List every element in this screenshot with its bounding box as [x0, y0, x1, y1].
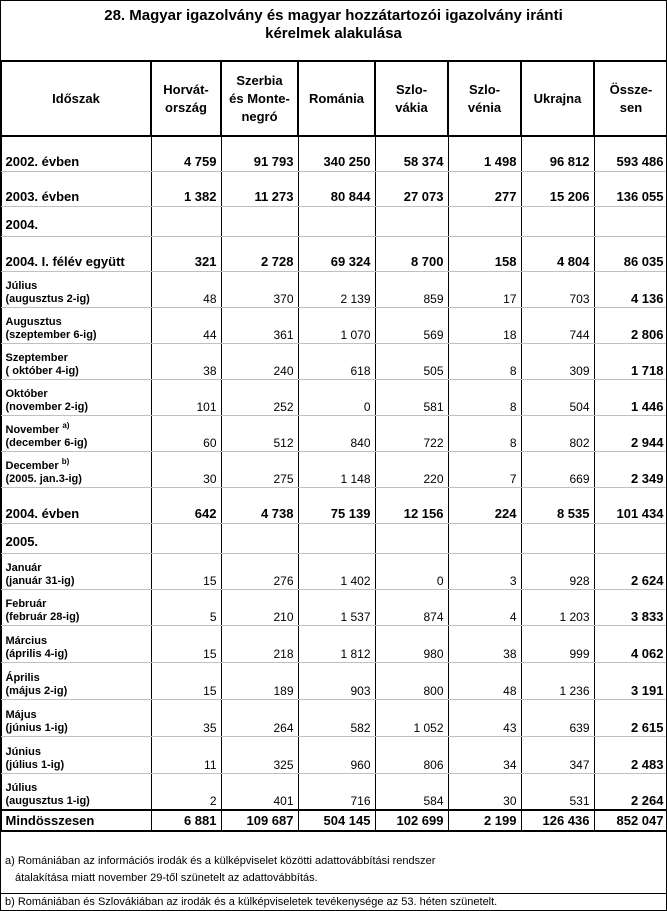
table-cell: 309 — [521, 343, 594, 379]
table-cell — [521, 206, 594, 236]
data-table — [0, 60, 667, 832]
table-cell: 1 498 — [448, 136, 521, 171]
table-cell: 60 — [151, 415, 221, 451]
row-label — [1, 136, 151, 171]
table-cell: 69 324 — [298, 236, 375, 271]
table-cell: 38 — [448, 625, 521, 662]
table-cell: 91 793 — [221, 136, 298, 171]
table-cell: 874 — [375, 589, 448, 625]
table-cell: 347 — [521, 736, 594, 773]
table-cell: 4 759 — [151, 136, 221, 171]
row-sublabel: (december 6-ig) — [5, 436, 88, 449]
row-label — [1, 487, 151, 523]
table-cell: 0 — [375, 553, 448, 589]
title-line-2: kérelmek alakulása — [265, 25, 402, 42]
table-cell: 11 — [151, 736, 221, 773]
table-cell: 6 881 — [151, 810, 221, 831]
table-cell: 999 — [521, 625, 594, 662]
table-row — [1, 487, 667, 523]
table-cell: 101 434 — [594, 487, 667, 523]
row-label-text: Február — [5, 597, 47, 610]
table-cell: 109 687 — [221, 810, 298, 831]
row-label-text: 2004. évben — [5, 505, 80, 521]
row-label — [1, 810, 151, 831]
row-sublabel: (augusztus 2-ig) — [5, 292, 90, 305]
table-cell: 1 402 — [298, 553, 375, 589]
table-cell: 806 — [375, 736, 448, 773]
table-cell: 27 073 — [375, 171, 448, 206]
row-sublabel: (április 4-ig) — [5, 647, 68, 660]
table-cell: 593 486 — [594, 136, 667, 171]
row-label — [1, 662, 151, 699]
col-header-serbia: Szerbia és Monte- negró — [221, 61, 298, 136]
table-cell: 512 — [221, 415, 298, 451]
table-cell: 218 — [221, 625, 298, 662]
table-row — [1, 523, 667, 553]
row-label-text: Szeptember — [5, 351, 68, 364]
table-cell: 15 — [151, 625, 221, 662]
table-row — [1, 699, 667, 736]
table-row — [1, 171, 667, 206]
row-label-text: Mindösszesen — [5, 813, 95, 828]
row-label — [1, 625, 151, 662]
table-cell: 4 — [448, 589, 521, 625]
table-cell: 276 — [221, 553, 298, 589]
table-cell: 618 — [298, 343, 375, 379]
row-label-text: Július — [5, 782, 38, 794]
footnote-a-line2: átalakítása miatt november 29-től szünetelt az adattovábbítás. — [15, 872, 318, 884]
table-cell: 980 — [375, 625, 448, 662]
table-cell: 582 — [298, 699, 375, 736]
row-sublabel: (június 1-ig) — [5, 721, 68, 734]
row-sublabel: (január 31-ig) — [5, 574, 75, 587]
table-cell — [221, 206, 298, 236]
row-label-text: Július — [5, 279, 38, 292]
table-cell: 928 — [521, 553, 594, 589]
table-cell: 58 374 — [375, 136, 448, 171]
col-header-slovakia: Szlo- vákia — [375, 61, 448, 136]
table-cell: 744 — [521, 307, 594, 343]
table-cell: 581 — [375, 379, 448, 415]
col-header-slovenia: Szlo- vénia — [448, 61, 521, 136]
table-cell: 1 446 — [594, 379, 667, 415]
table-row — [1, 625, 667, 662]
table-row — [1, 307, 667, 343]
table-cell: 48 — [151, 271, 221, 307]
row-label-text: 2004. I. félév együtt — [5, 253, 125, 269]
table-cell: 321 — [151, 236, 221, 271]
table-cell: 277 — [448, 171, 521, 206]
row-sublabel: (augusztus 1-ig) — [5, 795, 90, 807]
table-title — [0, 0, 667, 43]
row-label-text: November — [5, 423, 60, 436]
row-sublabel: (november 2-ig) — [5, 400, 89, 413]
table-cell: 2 264 — [594, 773, 667, 810]
table-cell: 101 — [151, 379, 221, 415]
row-label — [1, 451, 151, 487]
row-label — [1, 523, 151, 553]
table-cell: 722 — [375, 415, 448, 451]
row-label-text: 2002. évben — [5, 153, 80, 169]
table-cell: 642 — [151, 487, 221, 523]
table-row — [1, 415, 667, 451]
row-label — [1, 236, 151, 271]
table-cell: 4 738 — [221, 487, 298, 523]
table-cell — [448, 523, 521, 553]
table-cell: 15 — [151, 662, 221, 699]
table-cell: 96 812 — [521, 136, 594, 171]
table-cell — [448, 206, 521, 236]
col-header-total: Össze- sen — [594, 61, 667, 136]
table-cell: 1 537 — [298, 589, 375, 625]
table-cell: 275 — [221, 451, 298, 487]
footnote-a-line1: a) Romániában az információs irodák és a külképviselet közötti adattovábbítási rendszer — [5, 855, 436, 867]
table-cell: 102 699 — [375, 810, 448, 831]
table-cell: 340 250 — [298, 136, 375, 171]
header-row — [1, 61, 667, 136]
title-line-1: 28. Magyar igazolvány és magyar hozzátartozói igazolvány iránti — [104, 7, 563, 24]
table-row — [1, 553, 667, 589]
table-cell: 800 — [375, 662, 448, 699]
table-cell: 3 833 — [594, 589, 667, 625]
row-sublabel: (szeptember 6-ig) — [5, 328, 97, 341]
table-cell: 8 700 — [375, 236, 448, 271]
table-cell: 17 — [448, 271, 521, 307]
table-row — [1, 136, 667, 171]
row-label-text: Október — [5, 387, 48, 400]
table-cell: 1 070 — [298, 307, 375, 343]
table-cell: 1 203 — [521, 589, 594, 625]
table-cell: 264 — [221, 699, 298, 736]
row-sublabel: ( október 4-ig) — [5, 364, 79, 377]
row-label-text: Június — [5, 745, 41, 758]
table-cell: 1 718 — [594, 343, 667, 379]
table-cell: 361 — [221, 307, 298, 343]
table-cell: 4 136 — [594, 271, 667, 307]
row-label — [1, 415, 151, 451]
table-cell: 802 — [521, 415, 594, 451]
row-label-text: Augusztus — [5, 315, 62, 328]
table-cell: 15 — [151, 553, 221, 589]
table-cell: 1 148 — [298, 451, 375, 487]
table-cell: 2 728 — [221, 236, 298, 271]
table-cell: 8 — [448, 379, 521, 415]
table-cell: 7 — [448, 451, 521, 487]
table-cell: 903 — [298, 662, 375, 699]
table-cell: 3 — [448, 553, 521, 589]
row-label — [1, 171, 151, 206]
table-cell: 35 — [151, 699, 221, 736]
row-label-text: 2003. évben — [5, 188, 80, 204]
row-label — [1, 206, 151, 236]
table-row — [1, 451, 667, 487]
table-cell — [151, 523, 221, 553]
table-cell: 11 273 — [221, 171, 298, 206]
table-row — [1, 662, 667, 699]
row-sublabel: (július 1-ig) — [5, 758, 65, 771]
row-label-text: Január — [5, 561, 42, 574]
table-cell: 86 035 — [594, 236, 667, 271]
table-cell: 504 — [521, 379, 594, 415]
table-cell — [594, 206, 667, 236]
table-cell: 1 236 — [521, 662, 594, 699]
table-cell: 252 — [221, 379, 298, 415]
table-cell: 75 139 — [298, 487, 375, 523]
table-cell — [521, 523, 594, 553]
footnote-b: b) Romániában és Szlovákiában az irodák és a külképviseletek tevékenysége az 53. héten szünetelt. — [0, 893, 666, 911]
table-row — [1, 206, 667, 236]
table-cell: 1 052 — [375, 699, 448, 736]
table-cell: 1 812 — [298, 625, 375, 662]
table-cell: 2 — [151, 773, 221, 810]
footnote-a — [0, 853, 666, 887]
col-header-croatia: Horvát- ország — [151, 61, 221, 136]
row-sublabel: (2005. jan.3-ig) — [5, 472, 82, 485]
table-cell: 852 047 — [594, 810, 667, 831]
table-cell: 8 — [448, 343, 521, 379]
row-label-text: 2005. — [5, 533, 39, 549]
table-cell: 30 — [151, 451, 221, 487]
table-cell: 960 — [298, 736, 375, 773]
table-cell — [375, 523, 448, 553]
table-cell: 716 — [298, 773, 375, 810]
table-cell: 639 — [521, 699, 594, 736]
row-label — [1, 699, 151, 736]
table-cell: 0 — [298, 379, 375, 415]
row-sublabel: (május 2-ig) — [5, 684, 68, 697]
row-label — [1, 736, 151, 773]
row-label — [1, 773, 151, 810]
table-cell: 3 191 — [594, 662, 667, 699]
table-cell: 48 — [448, 662, 521, 699]
table-cell: 8 535 — [521, 487, 594, 523]
table-cell: 2 615 — [594, 699, 667, 736]
row-sublabel: (február 28-ig) — [5, 610, 80, 623]
table-cell: 669 — [521, 451, 594, 487]
table-cell: 2 483 — [594, 736, 667, 773]
table-cell: 859 — [375, 271, 448, 307]
table-cell: 220 — [375, 451, 448, 487]
table-cell: 158 — [448, 236, 521, 271]
row-label — [1, 379, 151, 415]
table-cell: 325 — [221, 736, 298, 773]
row-label — [1, 553, 151, 589]
table-cell: 505 — [375, 343, 448, 379]
table-cell: 240 — [221, 343, 298, 379]
table-cell: 18 — [448, 307, 521, 343]
table-cell: 2 139 — [298, 271, 375, 307]
table-row — [1, 236, 667, 271]
table-body — [1, 136, 667, 831]
table-cell: 12 156 — [375, 487, 448, 523]
row-label — [1, 343, 151, 379]
row-label-text: December — [5, 459, 59, 472]
table-cell: 44 — [151, 307, 221, 343]
table-row — [1, 773, 667, 810]
table-cell: 34 — [448, 736, 521, 773]
table-cell — [298, 206, 375, 236]
table-cell: 2 944 — [594, 415, 667, 451]
table-cell — [375, 206, 448, 236]
table-row — [1, 736, 667, 773]
table-cell: 30 — [448, 773, 521, 810]
table-cell: 504 145 — [298, 810, 375, 831]
table-cell: 5 — [151, 589, 221, 625]
table-row — [1, 271, 667, 307]
table-cell: 126 436 — [521, 810, 594, 831]
row-label — [1, 307, 151, 343]
table-cell: 370 — [221, 271, 298, 307]
table-cell — [594, 523, 667, 553]
table-cell: 4 062 — [594, 625, 667, 662]
table-cell: 43 — [448, 699, 521, 736]
col-header-ukraine: Ukrajna — [521, 61, 594, 136]
table-cell: 8 — [448, 415, 521, 451]
row-label-text: Április — [5, 671, 40, 684]
table-cell: 401 — [221, 773, 298, 810]
table-cell — [221, 523, 298, 553]
table-cell: 2 349 — [594, 451, 667, 487]
table-cell: 1 382 — [151, 171, 221, 206]
table-cell: 80 844 — [298, 171, 375, 206]
col-header-romania: Románia — [298, 61, 375, 136]
row-label-text: Március — [5, 634, 48, 647]
footnote-marker: b) — [61, 456, 70, 466]
table-cell: 531 — [521, 773, 594, 810]
col-header-period: Időszak — [1, 61, 151, 136]
row-label — [1, 271, 151, 307]
row-label-text: Május — [5, 708, 37, 721]
table-cell: 703 — [521, 271, 594, 307]
table-cell: 2 624 — [594, 553, 667, 589]
table-cell: 136 055 — [594, 171, 667, 206]
table-cell: 224 — [448, 487, 521, 523]
table-cell: 2 806 — [594, 307, 667, 343]
table-cell: 2 199 — [448, 810, 521, 831]
table-cell: 569 — [375, 307, 448, 343]
row-label-text: 2004. — [5, 216, 39, 232]
table-cell: 210 — [221, 589, 298, 625]
table-cell — [151, 206, 221, 236]
table-cell: 15 206 — [521, 171, 594, 206]
table-cell: 584 — [375, 773, 448, 810]
table-row — [1, 810, 667, 831]
row-label — [1, 589, 151, 625]
table-cell: 840 — [298, 415, 375, 451]
table-cell — [298, 523, 375, 553]
footnote-marker: a) — [62, 420, 70, 430]
table-row — [1, 379, 667, 415]
table-row — [1, 589, 667, 625]
table-cell: 189 — [221, 662, 298, 699]
table-cell: 38 — [151, 343, 221, 379]
table-row — [1, 343, 667, 379]
table-cell: 4 804 — [521, 236, 594, 271]
